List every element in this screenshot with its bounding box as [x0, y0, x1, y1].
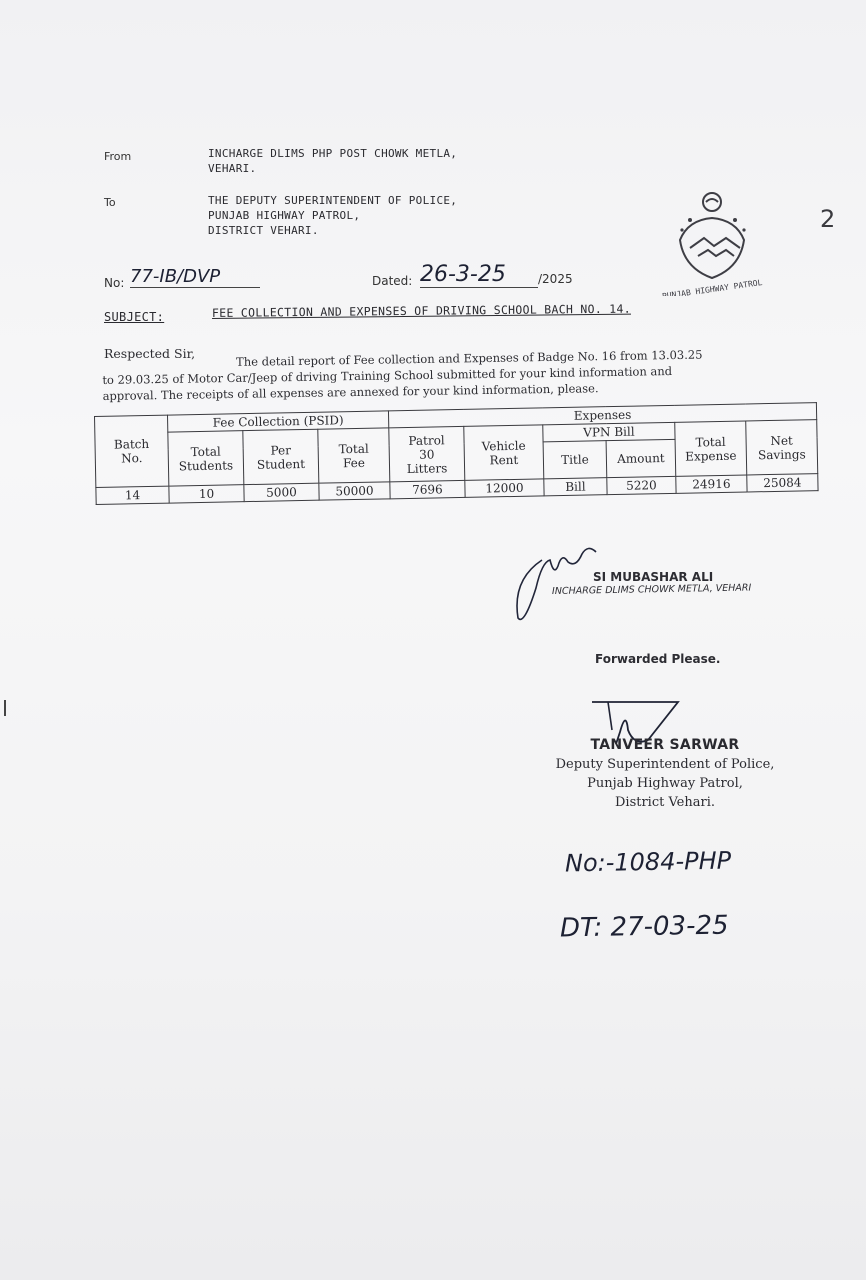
- subject-label: SUBJECT:: [104, 310, 165, 324]
- signature-2-name: TANVEER SARWAR: [590, 737, 740, 753]
- cell-patrol: 7696: [390, 480, 465, 498]
- from-line-2: VEHARI.: [208, 162, 257, 175]
- subject-text: FEE COLLECTION AND EXPENSES OF DRIVING SCHOOL BACH NO. 14.: [211, 301, 632, 320]
- cell-per-student: 5000: [244, 483, 319, 501]
- handwritten-no: No:-1084-PHP: [564, 846, 732, 878]
- signature-1-name: SI MUBASHAR ALI: [593, 570, 714, 584]
- per-student-header: Per Student: [243, 429, 319, 484]
- seal-text: PUNJAB HIGHWAY PATROL: [661, 277, 763, 296]
- to-line-3: DISTRICT VEHARI.: [208, 224, 319, 237]
- signature-1-designation: INCHARGE DLIMS CHOWK METLA, VEHARI: [551, 582, 752, 597]
- total-expense-header: Total Expense: [675, 421, 747, 476]
- cell-net-savings: 25084: [747, 474, 818, 492]
- to-label: To: [104, 196, 116, 209]
- amount-header: Amount: [606, 439, 676, 477]
- body-line-3: approval. The receipts of all expenses are annexed for your kind information, please.: [102, 381, 599, 403]
- cell-vehicle-rent: 12000: [465, 479, 544, 498]
- fee-table: [94, 402, 819, 505]
- no-value: 77-IB/DVP: [130, 266, 260, 288]
- patrol-header: Patrol 30 Litters: [389, 426, 465, 481]
- fee-collection-header: Fee Collection (PSID): [167, 411, 388, 432]
- highway-patrol-seal: [660, 188, 772, 296]
- handshake-seal-icon: [660, 188, 772, 296]
- dated-value: 26-3-25: [420, 262, 538, 288]
- cell-total-students: 10: [169, 485, 244, 503]
- to-address: [208, 193, 457, 238]
- from-label: From: [104, 150, 132, 163]
- to-line-1: THE DEPUTY SUPERINTENDENT OF POLICE,: [208, 194, 458, 207]
- total-fee-header: Total Fee: [318, 428, 390, 483]
- dated-year: /2025: [538, 272, 573, 286]
- vpn-bill-header: VPN Bill: [543, 422, 675, 442]
- expenses-header: Expenses: [388, 403, 816, 428]
- batch-header: Batch No.: [95, 415, 169, 487]
- vehicle-rent-header: Vehicle Rent: [464, 425, 544, 481]
- net-savings-header: Net Savings: [746, 420, 818, 475]
- signature-2-line-2: Punjab Highway Patrol,: [587, 776, 743, 791]
- from-line-1: INCHARGE DLIMS PHP POST CHOWK METLA,: [208, 147, 458, 160]
- title-header: Title: [543, 441, 607, 479]
- cell-amount: 5220: [607, 476, 676, 494]
- cell-batch: 14: [96, 486, 169, 504]
- cell-total-fee: 50000: [319, 482, 390, 500]
- page-number: 2: [820, 205, 836, 233]
- forwarded-note: Forwarded Please.: [595, 652, 721, 666]
- margin-mark: [4, 700, 6, 716]
- signature-2-line-3: District Vehari.: [614, 795, 715, 810]
- body-line-2: to 29.03.25 of Motor Car/Jeep of driving Training School submitted for your kind information and: [102, 364, 673, 387]
- dated-label: Dated:: [372, 274, 413, 288]
- no-label: No:: [104, 276, 125, 290]
- cell-title: Bill: [544, 478, 607, 496]
- body-line-1: The detail report of Fee collection and Expenses of Badge No. 16 from 13.03.25: [235, 347, 703, 369]
- signature-2-block: [540, 736, 790, 812]
- body-paragraph: [102, 345, 793, 404]
- to-line-2: PUNJAB HIGHWAY PATROL,: [208, 209, 361, 222]
- salutation: Respected Sir,: [104, 346, 196, 361]
- cell-total-expense: 24916: [676, 475, 747, 493]
- from-address: [208, 146, 457, 176]
- handwritten-date: DT: 27-03-25: [559, 910, 729, 944]
- total-students-header: Total Students: [168, 431, 244, 486]
- signature-2-line-1: Deputy Superintendent of Police,: [555, 757, 775, 772]
- fee-table-wrapper: [94, 402, 819, 505]
